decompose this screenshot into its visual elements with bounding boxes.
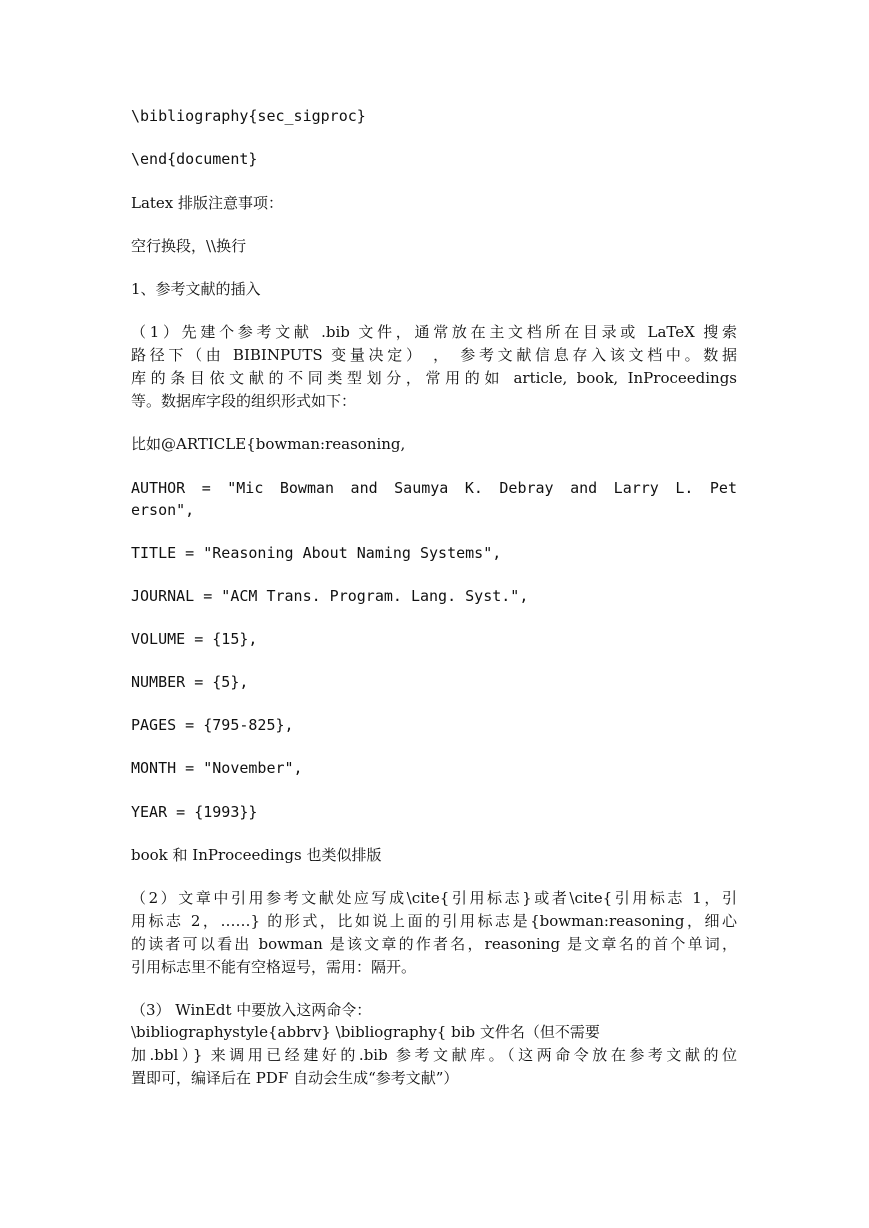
bibliography-command-line: \bibliography{sec_sigproc}	[131, 107, 366, 125]
author-field-line-2: erson",	[131, 501, 195, 519]
end-document-line: \end{document}	[131, 150, 258, 168]
paragraph-3-line-2: \bibliographystyle{abbrv} \bibliography{ bib 文件名（但不需要	[131, 1023, 600, 1041]
paragraph-2-line-2: 用标志 2，……} 的形式，比如说上面的引用标志是{bowman:reasoning，细心	[131, 912, 737, 930]
month-field: MONTH = "November",	[131, 759, 303, 777]
journal-field: JOURNAL = "ACM Trans. Program. Lang. Syst.",	[131, 587, 529, 605]
pages-field: PAGES = {795-825},	[131, 716, 294, 734]
paragraph-2-line-4: 引用标志里不能有空格逗号，需用：隔开。	[131, 958, 417, 976]
latex-notes-heading: Latex 排版注意事项：	[131, 194, 284, 212]
paragraph-1-line-1: （1）先建个参考文献 .bib 文件，通常放在主文档所在目录或 LaTeX 搜索	[131, 323, 737, 341]
document-page	[131, 0, 737, 1228]
volume-field: VOLUME = {15},	[131, 630, 258, 648]
paragraph-1-line-3: 库的条目依文献的不同类型划分，常用的如 article, book, InProceedings	[131, 369, 737, 387]
paragraph-3-line-4: 置即可，编译后在 PDF 自动会生成“参考文献”）	[131, 1069, 459, 1087]
paragraph-2-line-1: （2）文章中引用参考文献处应写成\cite{引用标志}或者\cite{引用标志 1，引	[131, 889, 737, 907]
paragraph-1-line-4: 等。数据库字段的组织形式如下：	[131, 392, 357, 410]
author-field-line-1: AUTHOR = "Mic Bowman and Saumya K. Debray and Larry L. Pet	[131, 479, 737, 497]
number-field: NUMBER = {5},	[131, 673, 249, 691]
article-entry-start: 比如@ARTICLE{bowman:reasoning,	[131, 435, 406, 453]
line-break-note: 空行换段，\\换行	[131, 237, 247, 255]
paragraph-2-line-3: 的读者可以看出 bowman 是该文章的作者名，reasoning 是文章名的首个单词，	[131, 935, 737, 953]
year-field: YEAR = {1993}}	[131, 803, 258, 821]
paragraph-1-line-2: 路径下（由 BIBINPUTS 变量决定） ， 参考文献信息存入该文档中。数据	[131, 346, 737, 364]
paragraph-3-line-1: （3） WinEdt 中要放入这两命令：	[131, 1001, 372, 1019]
title-field: TITLE = "Reasoning About Naming Systems",	[131, 544, 502, 562]
section-heading-references: 1、参考文献的插入	[131, 280, 261, 298]
paragraph-3-line-3: 加.bbl）} 来调用已经建好的.bib 参考文献库。（这两命令放在参考文献的位	[131, 1046, 737, 1064]
inproceedings-note: book 和 InProceedings 也类似排版	[131, 846, 382, 864]
